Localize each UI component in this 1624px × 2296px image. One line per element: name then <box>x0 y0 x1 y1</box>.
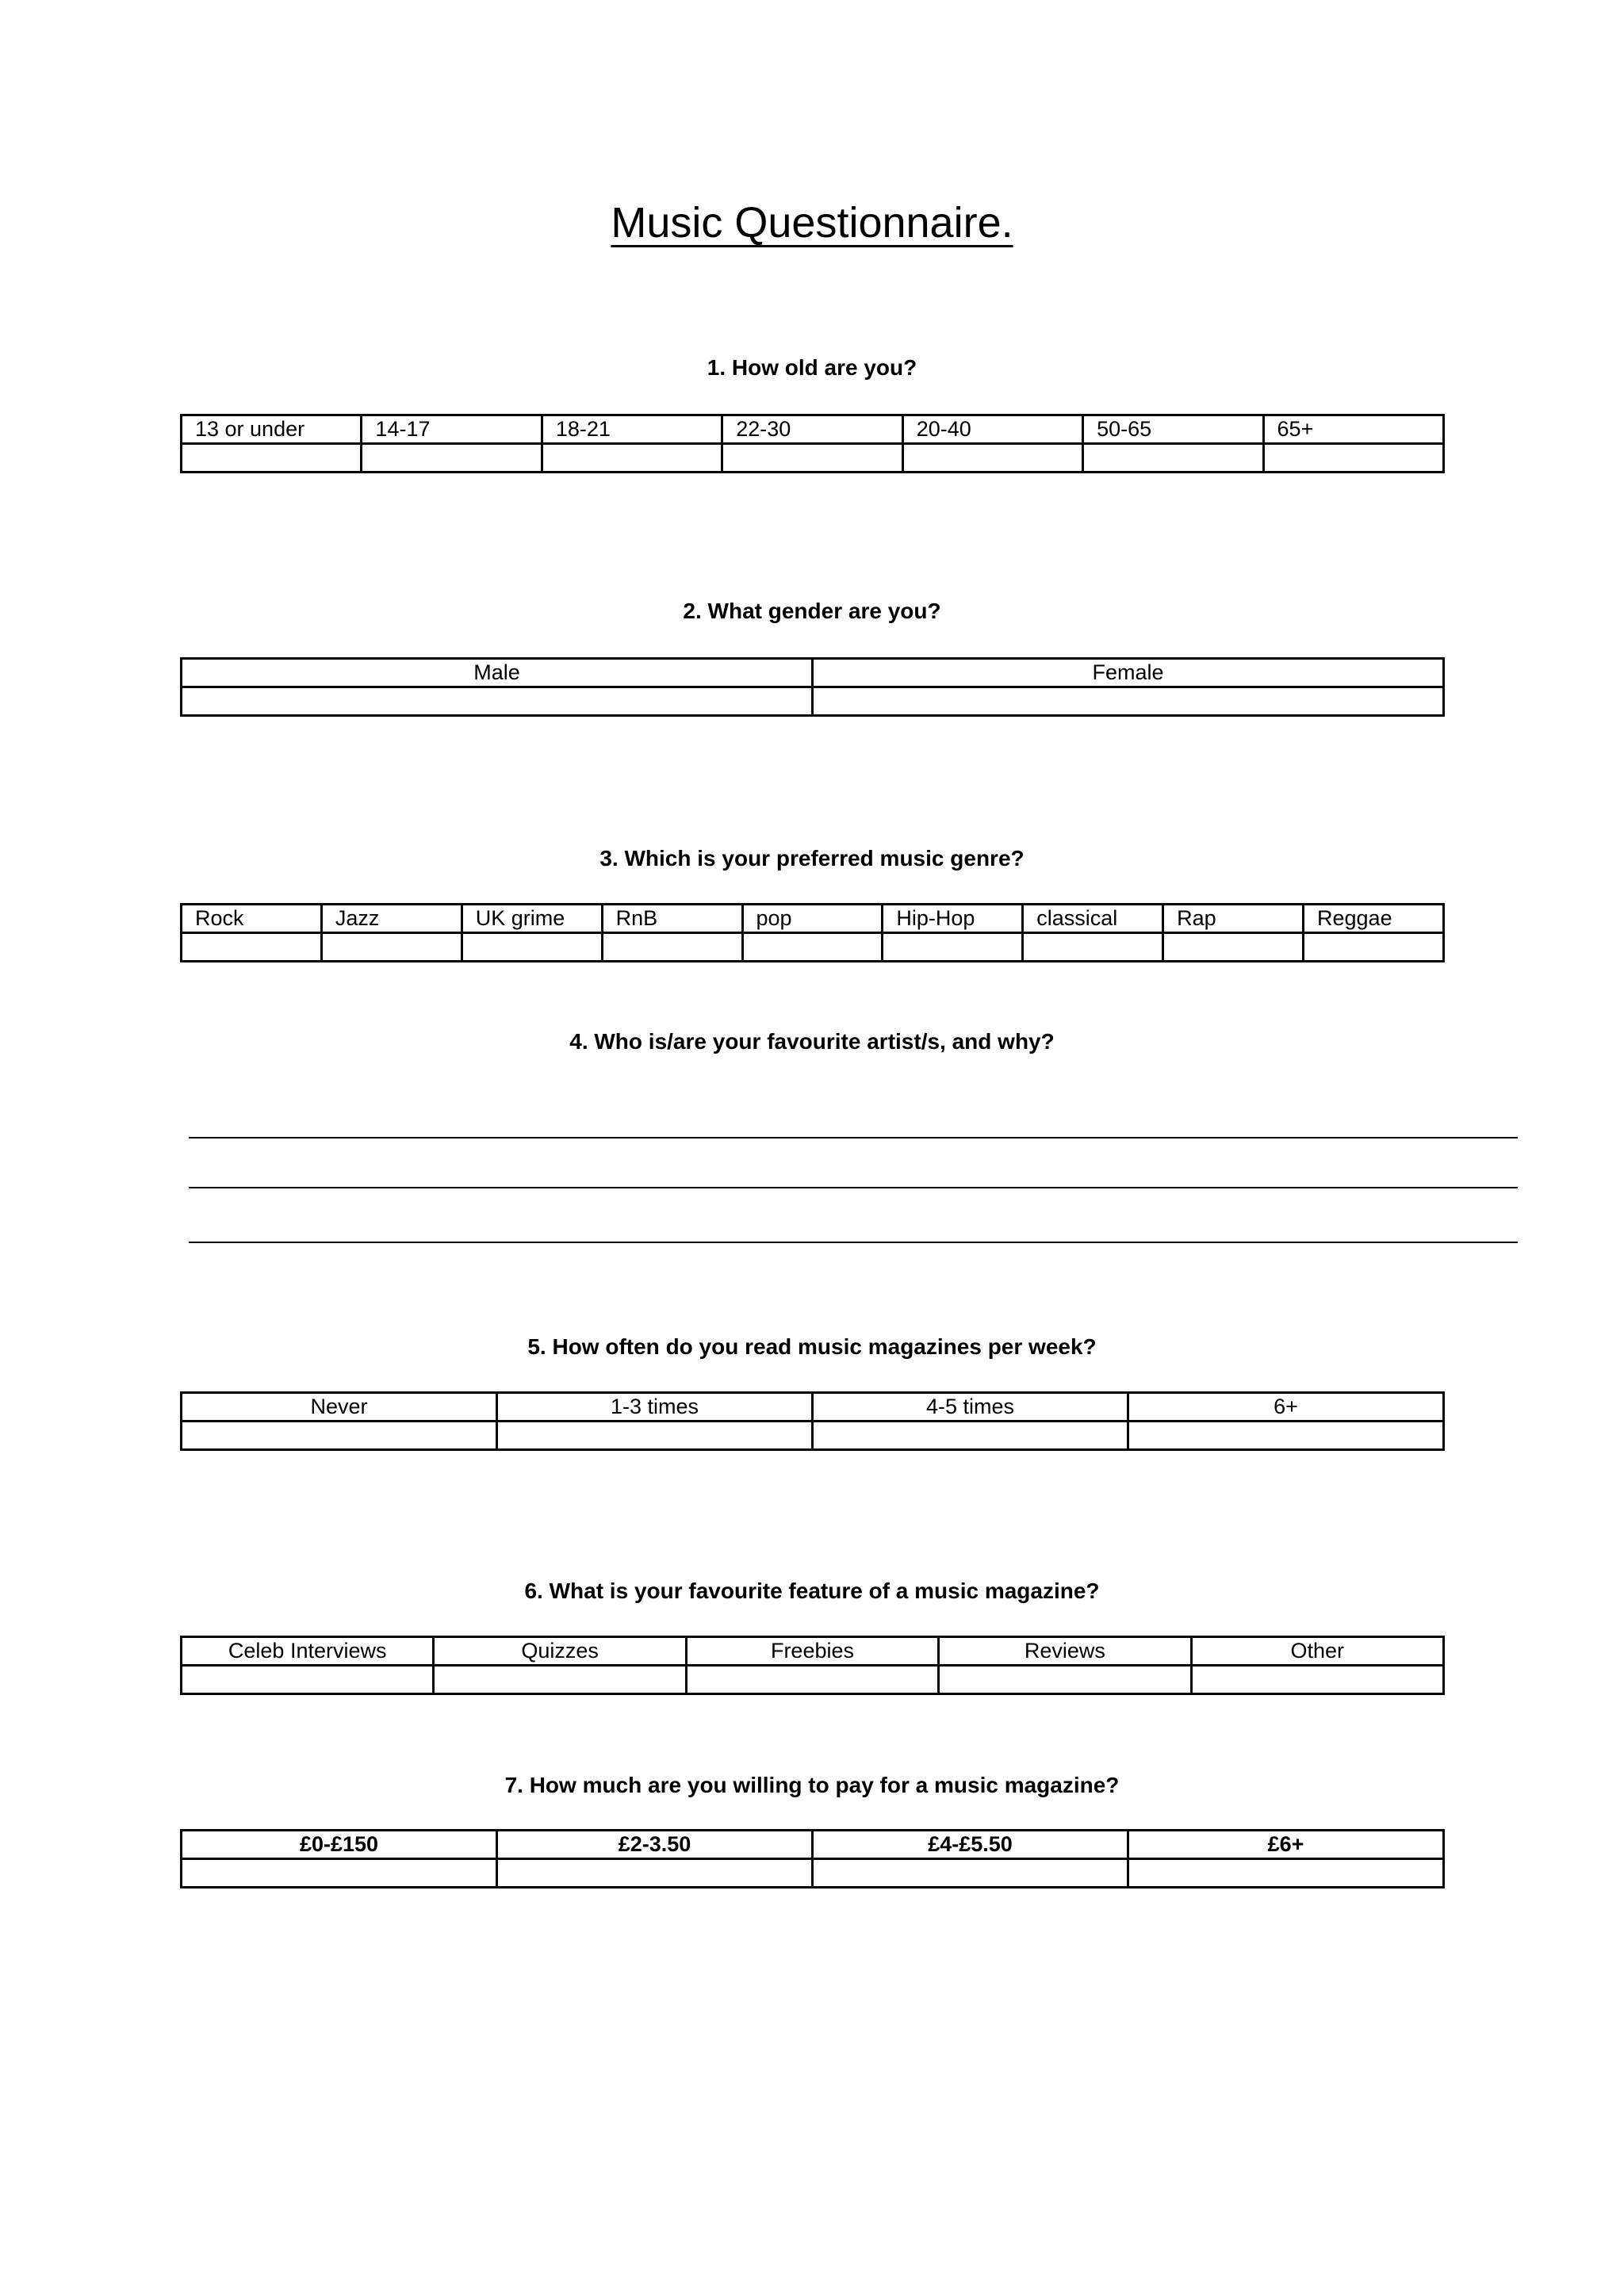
question-1-options-row <box>182 415 1444 444</box>
q3-answer-cell[interactable] <box>1023 933 1163 962</box>
question-5-options-row <box>182 1393 1444 1422</box>
q6-option-label: Reviews <box>939 1637 1191 1666</box>
q6-option-label: Freebies <box>686 1637 938 1666</box>
answer-line[interactable] <box>189 1137 1518 1138</box>
answer-line[interactable] <box>189 1187 1518 1188</box>
question-5-answer-row <box>182 1422 1444 1450</box>
question-7-answer-row <box>182 1859 1444 1888</box>
question-4-text: 4. Who is/are your favourite artist/s, and why? <box>569 1029 1055 1054</box>
question-5-table <box>180 1391 1445 1451</box>
q1-option-label: 65+ <box>1263 415 1443 444</box>
q3-answer-cell[interactable] <box>182 933 322 962</box>
q7-option-label: £2-3.50 <box>497 1831 813 1859</box>
q1-option-label: 20-40 <box>902 415 1082 444</box>
question-6-options-row <box>182 1637 1444 1666</box>
q2-option-label: Female <box>813 659 1444 687</box>
q3-option-label: RnB <box>602 905 742 933</box>
q1-option-label: 13 or under <box>182 415 362 444</box>
question-2-options-row <box>182 659 1444 687</box>
q7-answer-cell[interactable] <box>1128 1859 1444 1888</box>
question-3-answer-row <box>182 933 1444 962</box>
question-3-options-row <box>182 905 1444 933</box>
q3-answer-cell[interactable] <box>321 933 462 962</box>
answer-line[interactable] <box>189 1242 1518 1243</box>
q5-answer-cell[interactable] <box>1128 1422 1444 1450</box>
q5-answer-cell[interactable] <box>182 1422 497 1450</box>
q3-option-label: Reggae <box>1304 905 1444 933</box>
question-1-text: 1. How old are you? <box>707 355 917 380</box>
question-5-text: 5. How often do you read music magazines per week? <box>527 1334 1097 1359</box>
question-2-table <box>180 657 1445 717</box>
q3-answer-cell[interactable] <box>602 933 742 962</box>
q3-answer-cell[interactable] <box>742 933 883 962</box>
question-7-table <box>180 1829 1445 1888</box>
q7-answer-cell[interactable] <box>182 1859 497 1888</box>
q6-option-label: Quizzes <box>434 1637 686 1666</box>
q7-answer-cell[interactable] <box>813 1859 1128 1888</box>
question-2-text: 2. What gender are you? <box>683 599 941 623</box>
q5-answer-cell[interactable] <box>497 1422 813 1450</box>
q1-answer-cell[interactable] <box>902 444 1082 473</box>
q6-answer-cell[interactable] <box>434 1666 686 1694</box>
question-6-text: 6. What is your favourite feature of a music magazine? <box>524 1578 1100 1603</box>
q3-answer-cell[interactable] <box>462 933 602 962</box>
q5-option-label: 1-3 times <box>497 1393 813 1422</box>
question-7-text: 7. How much are you willing to pay for a music magazine? <box>504 1773 1120 1797</box>
q5-answer-cell[interactable] <box>813 1422 1128 1450</box>
q1-answer-cell[interactable] <box>1263 444 1443 473</box>
q6-answer-cell[interactable] <box>182 1666 434 1694</box>
q7-option-label: £4-£5.50 <box>813 1831 1128 1859</box>
q2-answer-cell[interactable] <box>813 687 1444 716</box>
q2-option-label: Male <box>182 659 813 687</box>
q2-answer-cell[interactable] <box>182 687 813 716</box>
q3-option-label: Hip-Hop <box>883 905 1023 933</box>
q5-option-label: 6+ <box>1128 1393 1444 1422</box>
q7-option-label: £0-£150 <box>182 1831 497 1859</box>
q3-option-label: Rap <box>1163 905 1304 933</box>
question-6-table <box>180 1636 1445 1695</box>
q1-answer-cell[interactable] <box>182 444 362 473</box>
question-2-answer-row <box>182 687 1444 716</box>
q1-option-label: 18-21 <box>542 415 722 444</box>
question-1-answer-row <box>182 444 1444 473</box>
question-1-table <box>180 414 1445 473</box>
q3-option-label: Jazz <box>321 905 462 933</box>
page-title: Music Questionnaire. <box>611 199 1013 247</box>
q3-answer-cell[interactable] <box>1304 933 1444 962</box>
q1-answer-cell[interactable] <box>362 444 542 473</box>
question-6-answer-row <box>182 1666 1444 1694</box>
q1-option-label: 14-17 <box>362 415 542 444</box>
q3-option-label: Rock <box>182 905 322 933</box>
question-7-options-row <box>182 1831 1444 1859</box>
q1-answer-cell[interactable] <box>1083 444 1263 473</box>
q3-answer-cell[interactable] <box>883 933 1023 962</box>
q6-option-label: Celeb Interviews <box>182 1637 434 1666</box>
q6-answer-cell[interactable] <box>939 1666 1191 1694</box>
q1-answer-cell[interactable] <box>542 444 722 473</box>
question-3-text: 3. Which is your preferred music genre? <box>599 846 1025 871</box>
q5-option-label: 4-5 times <box>813 1393 1128 1422</box>
q6-answer-cell[interactable] <box>686 1666 938 1694</box>
q3-option-label: pop <box>742 905 883 933</box>
q7-answer-cell[interactable] <box>497 1859 813 1888</box>
q1-option-label: 22-30 <box>722 415 902 444</box>
q1-answer-cell[interactable] <box>722 444 902 473</box>
q3-option-label: UK grime <box>462 905 602 933</box>
q1-option-label: 50-65 <box>1083 415 1263 444</box>
q3-answer-cell[interactable] <box>1163 933 1304 962</box>
q6-answer-cell[interactable] <box>1191 1666 1443 1694</box>
q6-option-label: Other <box>1191 1637 1443 1666</box>
question-3-table <box>180 903 1445 962</box>
q3-option-label: classical <box>1023 905 1163 933</box>
q7-option-label: £6+ <box>1128 1831 1444 1859</box>
q5-option-label: Never <box>182 1393 497 1422</box>
